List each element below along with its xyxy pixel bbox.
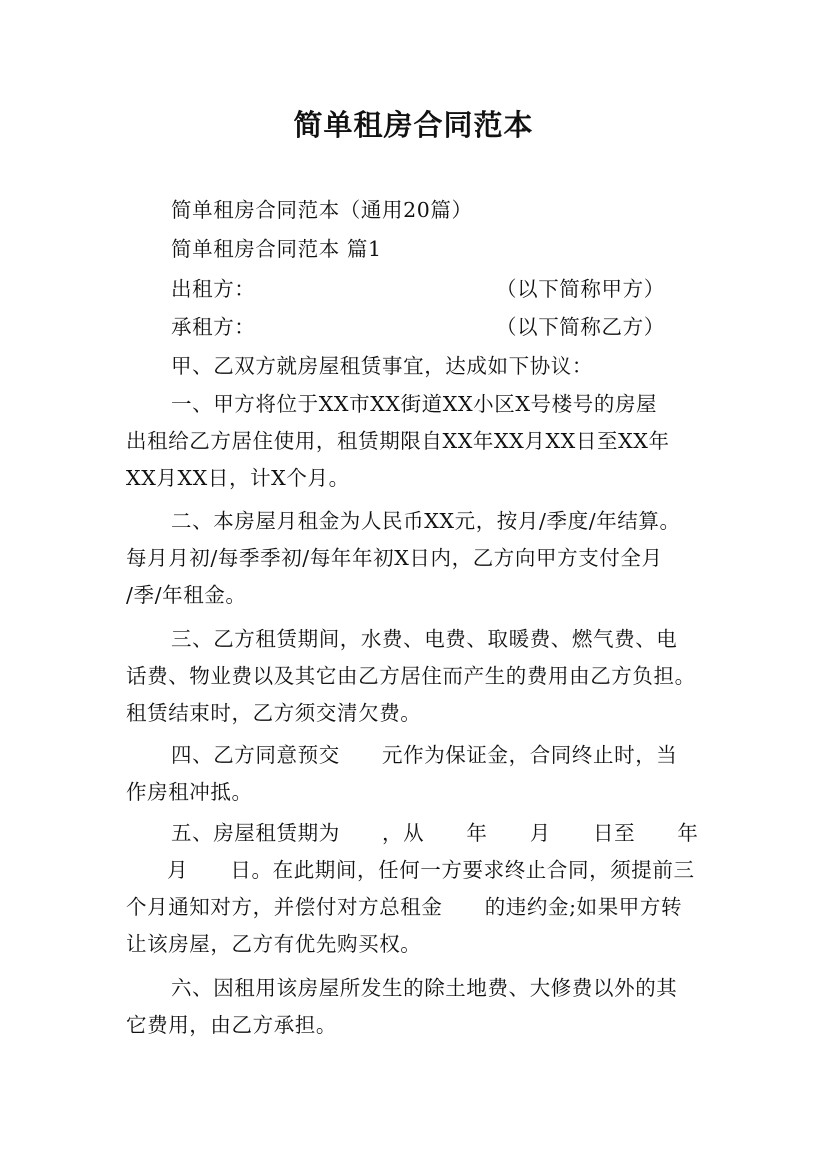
clause-4-line-2: 作房租冲抵。	[126, 780, 253, 804]
clause-6-line-1: 六、因租用该房屋所发生的除土地费、大修费以外的其	[171, 976, 678, 1000]
clause-5-line-4: 让该房屋，乙方有优先购买权。	[126, 932, 422, 956]
clause-3-line-2: 话费、物业费以及其它由乙方居住而产生的费用由乙方负担。	[126, 664, 696, 688]
agreement-intro: 甲、乙双方就房屋租赁事宜，达成如下协议：	[171, 354, 593, 378]
clause-3-line-3: 租赁结束时，乙方须交清欠费。	[126, 701, 422, 725]
clause-5-line-3: 个月通知对方，并偿付对方总租金 的违约金;如果甲方转	[126, 895, 683, 919]
lessee-note: （以下简称乙方）	[496, 315, 665, 339]
clause-6	[126, 970, 712, 1044]
clause-5	[126, 815, 712, 963]
clause-2-line-3: /季/年租金。	[126, 583, 247, 607]
document-subtitle: 简单租房合同范本（通用20篇）	[171, 198, 473, 222]
clause-2-line-2: 每月月初/每季季初/每年年初X日内，乙方向甲方支付全月	[126, 546, 663, 570]
clause-2	[126, 503, 712, 614]
clause-1	[126, 386, 712, 497]
clause-5-line-2: 月 日。在此期间，任何一方要求终止合同，须提前三	[146, 858, 695, 882]
clause-2-line-1: 二、本房屋月租金为人民币XX元，按月/季度/年结算。	[171, 509, 681, 533]
section-heading: 简单租房合同范本 篇1	[171, 237, 382, 261]
lessor-label: 出租方：	[171, 277, 256, 301]
clause-3	[126, 621, 712, 732]
clause-5-line-1: 五、房屋租赁期为 ，从 年 月 日至 年	[171, 821, 699, 845]
lessee-label: 承租方：	[171, 315, 256, 339]
document-title: 简单租房合同范本	[293, 108, 534, 142]
clause-3-line-1: 三、乙方租赁期间，水费、电费、取暖费、燃气费、电	[171, 627, 678, 651]
clause-1-line-3: XX月XX日，计X个月。	[126, 466, 350, 490]
lessor-note: （以下简称甲方）	[496, 277, 665, 301]
clause-6-line-2: 它费用，由乙方承担。	[126, 1013, 337, 1037]
clause-1-line-2: 出租给乙方居住使用，租赁期限自XX年XX月XX日至XX年	[126, 429, 670, 453]
clause-4	[126, 737, 712, 811]
clause-4-line-1: 四、乙方同意预交 元作为保证金，合同终止时，当	[171, 743, 678, 767]
clause-1-line-1: 一、甲方将位于XX市XX街道XX小区X号楼号的房屋	[171, 392, 658, 416]
